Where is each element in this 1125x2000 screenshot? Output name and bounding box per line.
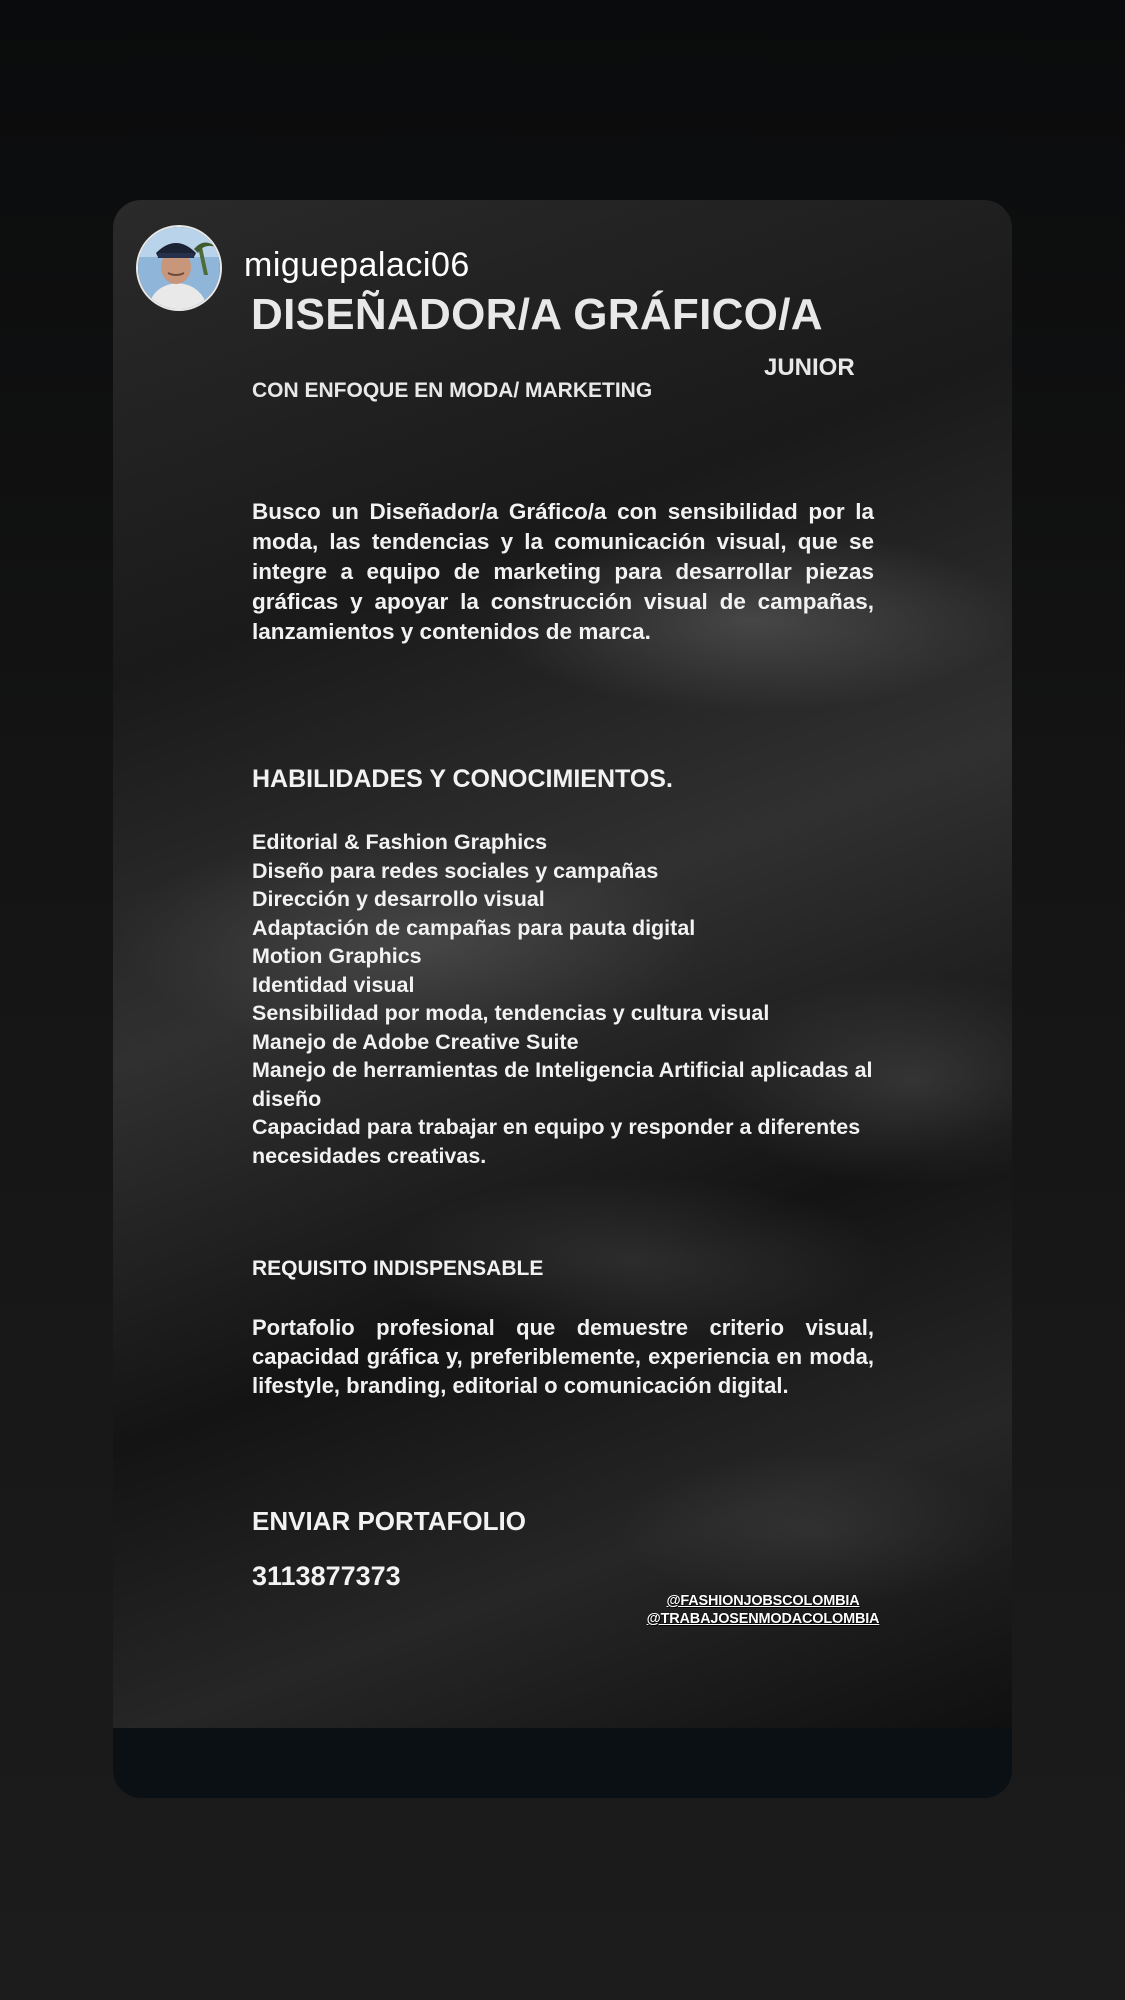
skill-item: Sensibilidad por moda, tendencias y cultura visual	[252, 1001, 770, 1025]
job-level: JUNIOR	[764, 354, 855, 381]
requirement-heading: REQUISITO INDISPENSABLE	[252, 1257, 544, 1280]
job-description: Busco un Diseñador/a Gráfico/a con sensibilidad por la moda, las tendencias y la comunicación visual, que se integre a equipo de marketing para desarrollar piezas gráficas y apoyar la construcción visual de campañas, lanzamientos y contenidos de marca.	[252, 499, 874, 644]
skill-item: Editorial & Fashion Graphics	[252, 830, 548, 854]
mention-fashionjobscolombia[interactable]: @FASHIONJOBSCOLOMBIA	[666, 1593, 860, 1609]
skill-item: Adaptación de campañas para pauta digital	[252, 915, 696, 940]
story-card	[113, 200, 1012, 1798]
profile-photo-icon	[138, 227, 220, 309]
skill-item: Dirección y desarrollo visual	[252, 887, 545, 911]
skills-list	[252, 828, 892, 1170]
requirement-text: Portafolio profesional que demuestre criterio visual, capacidad gráfica y, preferiblemente, experiencia en moda, lifestyle, branding, editorial o comunicación digital.	[252, 1315, 874, 1398]
skill-item: Manejo de Adobe Creative Suite	[252, 1029, 579, 1054]
job-subtitle: CON ENFOQUE EN MODA/ MARKETING	[252, 379, 653, 402]
skill-item: Identidad visual	[252, 972, 415, 997]
skill-item: Manejo de herramientas de Inteligencia Artificial aplicadas al diseño	[252, 1058, 873, 1111]
contact-phone[interactable]: 3113877373	[252, 1561, 401, 1591]
job-title: DISEÑADOR/A GRÁFICO/A	[251, 290, 823, 339]
mention-stickers	[633, 1592, 893, 1628]
skills-heading: HABILIDADES Y CONOCIMIENTOS.	[252, 765, 673, 793]
skill-item: Capacidad para trabajar en equipo y responder a diferentes necesidades creativas.	[252, 1115, 861, 1168]
skill-item: Diseño para redes sociales y campañas	[252, 858, 659, 883]
avatar[interactable]	[136, 225, 222, 311]
username[interactable]: miguepalaci06	[244, 246, 470, 284]
mention-trabajosenmodacolombia[interactable]: @TRABAJOSENMODACOLOMBIA	[646, 1611, 880, 1627]
card-footer-bar	[113, 1728, 1012, 1798]
send-portfolio-label: ENVIAR PORTAFOLIO	[252, 1506, 526, 1536]
skill-item: Motion Graphics	[252, 944, 422, 968]
